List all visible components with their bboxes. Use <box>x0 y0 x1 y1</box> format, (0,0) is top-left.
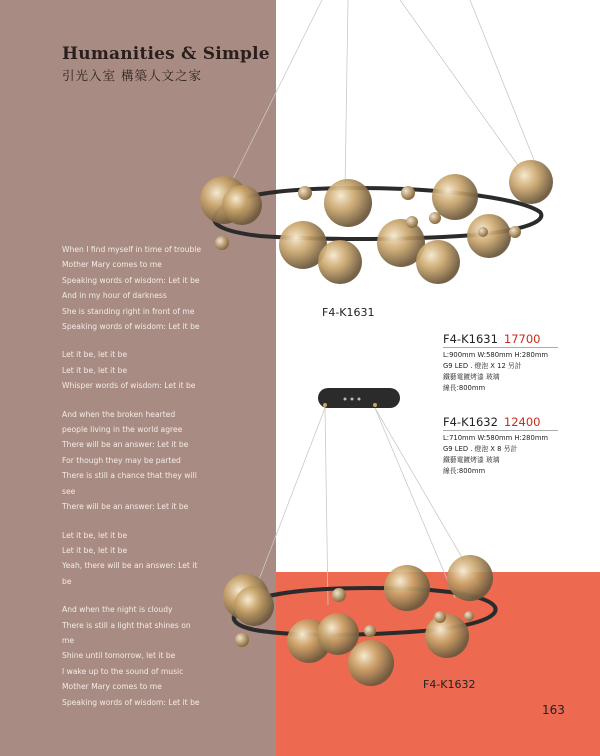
lyric-line: Yeah, there will be an answer: Let it <box>62 561 198 571</box>
lyric-line: Let it be, let it be <box>62 530 128 540</box>
cable-length: 線長:800mm <box>443 384 486 392</box>
spec-heading <box>443 415 558 429</box>
lyric-line: people living in the world agree <box>62 425 183 435</box>
lyric-line: see <box>62 486 76 496</box>
lyric-line: I wake up to the sound of music <box>62 666 184 676</box>
lyric-line: Whisper words of wisdom: Let it be <box>62 381 196 391</box>
lyric-line: be <box>62 576 72 586</box>
material: 鐵藝電鍍烤漆 玻璃 <box>443 456 500 464</box>
model-number: F4-K1631 <box>443 332 498 346</box>
lyric-line: And in my hour of darkness <box>62 291 167 301</box>
lyric-line: There will be an answer: Let it be <box>62 502 189 512</box>
light-source: G9 LED . 燈泡 X 12 另計 <box>443 362 522 370</box>
price: 12400 <box>503 415 541 429</box>
price: 17700 <box>503 332 541 346</box>
dimensions: L:710mm W:580mm H:280mm <box>443 434 549 442</box>
material: 鐵藝電鍍烤漆 玻璃 <box>443 373 500 381</box>
lyric-line: Mother Mary comes to me <box>62 260 162 270</box>
spec-block-f4-k1632 <box>443 415 558 477</box>
globe-bulbs <box>200 160 553 284</box>
dimensions: L:900mm W:580mm H:280mm <box>443 351 549 359</box>
lyric-line: Speaking words of wisdom: Let it be <box>62 322 200 332</box>
divider <box>443 430 558 431</box>
page-number: 163 <box>542 703 565 717</box>
lyric-line: There is still a light that shines on <box>62 620 191 630</box>
lyric-line: Let it be, let it be <box>62 365 128 375</box>
chandelier-f4-k1631 <box>200 0 553 284</box>
lyric-line: And when the night is cloudy <box>62 605 173 615</box>
lyric-line: Speaking words of wisdom: Let it be <box>62 697 200 707</box>
ceiling-canopy <box>318 388 400 408</box>
lyric-line: And when the broken hearted <box>62 409 176 419</box>
spec-heading <box>443 332 558 346</box>
lyric-line: me <box>62 635 75 645</box>
lyric-line: Speaking words of wisdom: Let it be <box>62 275 200 285</box>
spec-block-f4-k1631 <box>443 332 558 394</box>
lyric-line: Let it be, let it be <box>62 545 128 555</box>
lyric-line: For though they may be parted <box>62 455 181 465</box>
model-number: F4-K1632 <box>443 415 498 429</box>
lyric-line: Mother Mary comes to me <box>62 682 162 692</box>
light-source: G9 LED . 燈泡 X 8 另計 <box>443 445 518 453</box>
lyric-line: There will be an answer: Let it be <box>62 440 189 450</box>
lyric-line: There is still a chance that they will <box>62 471 197 481</box>
page-subtitle: 引光入室 構築人文之家 <box>62 68 202 83</box>
cable-length: 線長:800mm <box>443 467 486 475</box>
photo-label-f4-k1631: F4-K1631 <box>322 306 375 319</box>
divider <box>443 347 558 348</box>
page-title: Humanities & Simple <box>62 44 270 64</box>
photo-label-f4-k1632: F4-K1632 <box>423 678 476 691</box>
lyric-line: She is standing right in front of me <box>62 306 195 316</box>
lyric-line: When I find myself in time of trouble <box>62 245 202 254</box>
lyric-line: Shine until tomorrow, let it be <box>62 651 176 661</box>
lyric-line: Let it be, let it be <box>62 350 128 360</box>
